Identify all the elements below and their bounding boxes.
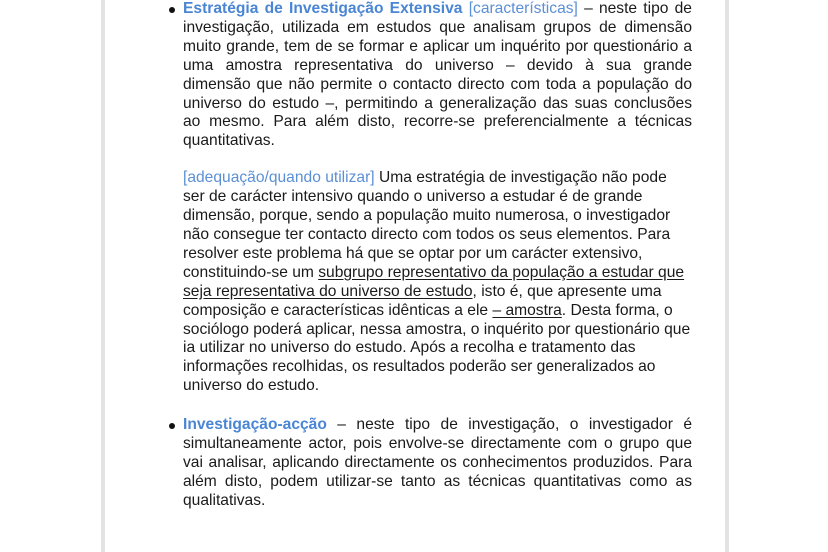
document-page bbox=[101, 0, 729, 552]
paragraph-extensive-strategy bbox=[183, 0, 692, 151]
paragraph-action-research bbox=[183, 416, 692, 511]
tag-label: [adequação/quando utilizar] bbox=[183, 169, 375, 187]
paragraph-text: . Desta forma, o sociólogo poderá aplicar, nessa amostra, o inquérito por questionário que ia utilizar no universo do estudo. Após a recolha e tratamento das informações recolhidas, os resultados poderão ser generalizados ao universo do estudo. bbox=[183, 301, 691, 395]
paragraph-adequacy bbox=[183, 169, 692, 396]
underlined-text: – amostra bbox=[492, 301, 562, 319]
list-spacer bbox=[183, 396, 692, 416]
bullet-icon bbox=[169, 7, 175, 13]
paragraph-body: – neste tipo de investigação, utilizada em estudos que analisam grupos de dimensão muito grande, tem de se formar e aplicar um inquérito por questionário a uma amostra representativa do universo – devido à sua grande dimensão que não permite o contacto directo com toda a população do universo do estudo –, permitindo a generalização das suas conclusões ao mesmo. Para além disto, recorre-se preferencialmente a técnicas quantitativas. bbox=[183, 0, 692, 150]
list-item-extensive-strategy bbox=[183, 0, 692, 396]
page-content bbox=[183, 0, 692, 511]
paragraph-text: , isto é, que apresente uma composição e características idênticas a ele bbox=[183, 282, 662, 319]
bullet-icon bbox=[169, 423, 175, 429]
paragraph-spacer bbox=[183, 151, 692, 169]
paragraph-body: – neste tipo de investigação, o investigador é simultaneamente actor, pois envolve-se directamente com o grupo que vai analisar, aplicando directamente os conhecimentos produzidos. Para além disto, podem utilizar-se tanto as técnicas quantitativas como as qualitativas. bbox=[183, 416, 692, 509]
tag-label: [características] bbox=[468, 0, 578, 17]
bullet-list bbox=[183, 0, 692, 511]
term-heading: Investigação-acção bbox=[183, 416, 327, 434]
list-item-action-research bbox=[183, 416, 692, 511]
paragraph-text: Uma estratégia de investigação não pode ser de carácter intensivo quando o universo a estudar é de grande dimensão, porque, sendo a população muito numerosa, o investigador não consegue ter contacto directo com todos os seus elementos. Para resolver este problema há que se optar por um carácter extensivo, constituindo-se um bbox=[183, 169, 671, 281]
underlined-text: subgrupo representativo da população a estudar que seja representativa do universo de estudo bbox=[183, 263, 685, 300]
term-heading: Estratégia de Investigação Extensiva bbox=[183, 0, 463, 17]
